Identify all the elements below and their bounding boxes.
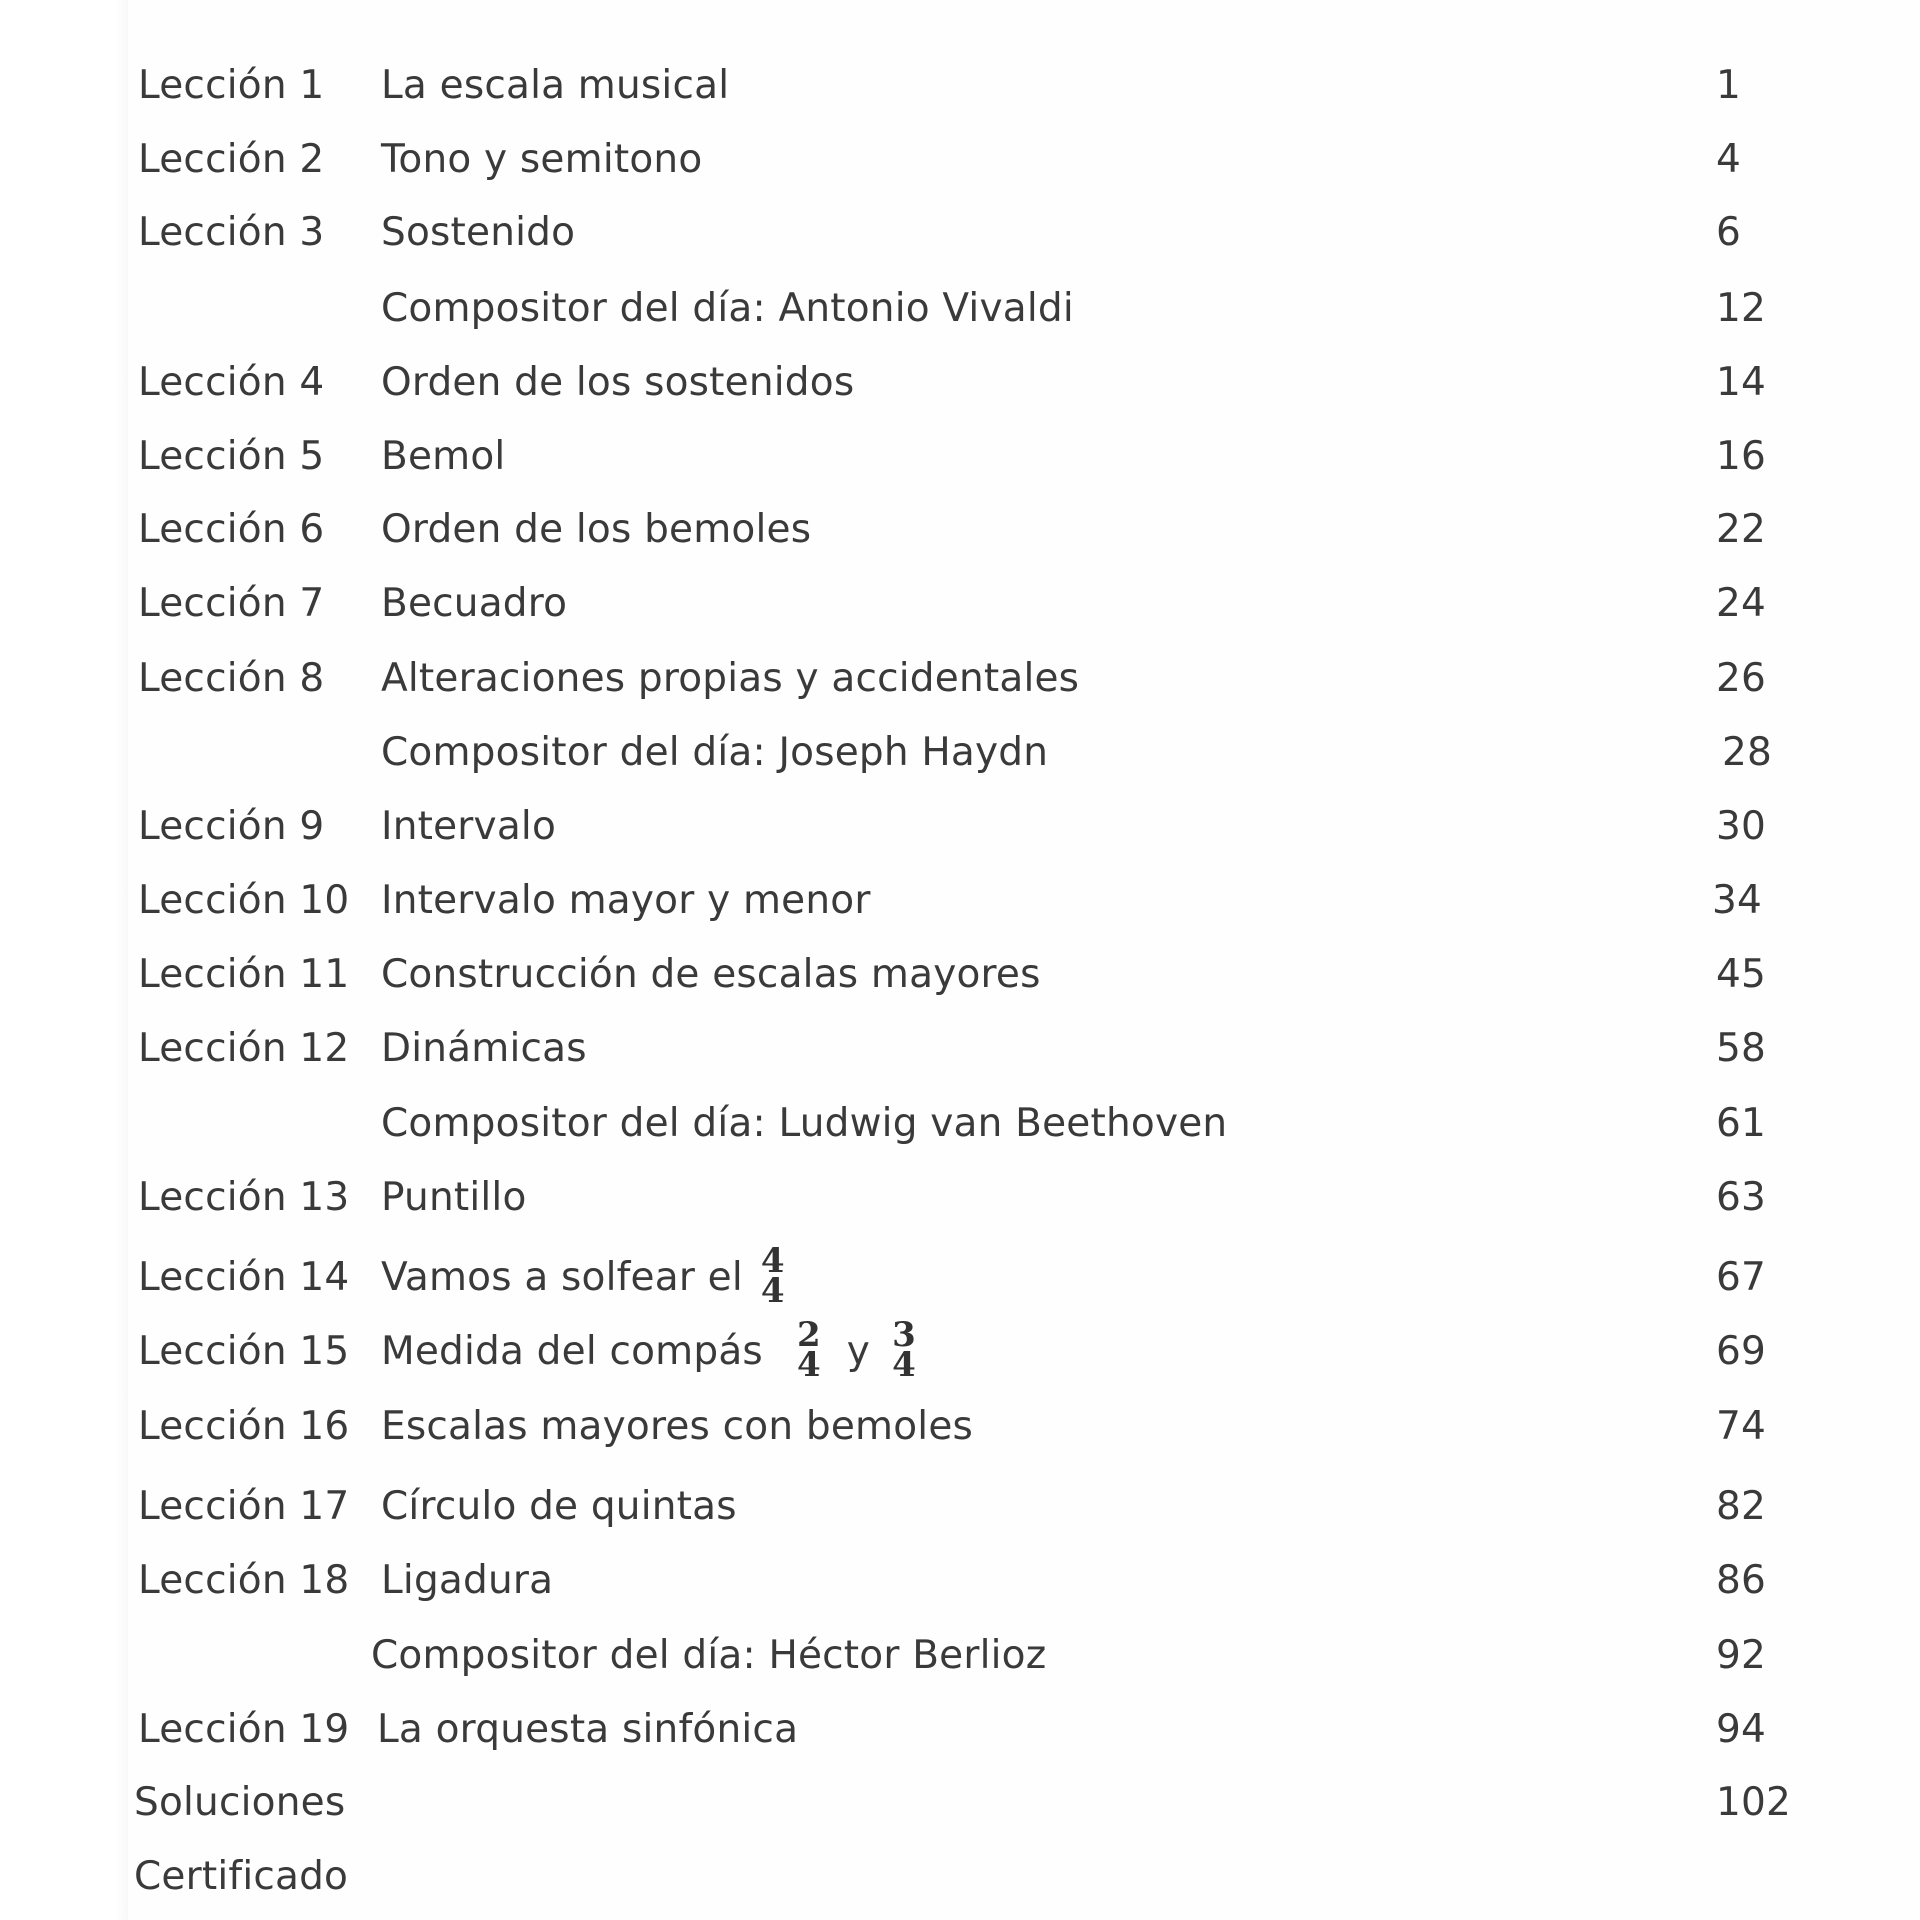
entry-title-group [381,1314,916,1385]
entry-title: Becuadro [381,581,568,626]
entry-title: Construcción de escalas mayores [381,952,1041,997]
toc-entry-leccion-9[interactable] [0,797,1920,857]
entry-title: Círculo de quintas [381,1484,737,1529]
toc-entry-composer-beethoven[interactable] [0,1094,1920,1154]
entry-title: Dinámicas [381,1026,587,1071]
entry-page-number: 61 [1716,1101,1767,1146]
entry-page-number: 82 [1716,1484,1767,1529]
entry-page-number: 86 [1716,1558,1767,1603]
entry-title: Tono y semitono [381,137,703,182]
entry-title: Compositor del día: Joseph Haydn [381,730,1049,775]
toc-entry-composer-berlioz[interactable] [0,1626,1920,1686]
entry-label: Lección 7 [138,581,325,626]
entry-page-number: 24 [1716,581,1767,626]
entry-label: Lección 13 [138,1175,350,1220]
conjunction: y [846,1329,871,1374]
entry-title: Bemol [381,434,506,479]
entry-title: La escala musical [381,63,730,108]
entry-page-number: 12 [1716,286,1767,331]
entry-title: Vamos a solfear el [381,1255,743,1300]
toc-entry-leccion-8[interactable] [0,649,1920,709]
time-signature-bottom: 4 [796,1344,821,1385]
toc-entry-leccion-14[interactable] [0,1240,1920,1311]
toc-entry-leccion-5[interactable] [0,427,1920,487]
entry-title: Compositor del día: Ludwig van Beethoven [381,1101,1228,1146]
entry-page-number: 45 [1716,952,1767,997]
toc-entry-leccion-16[interactable] [0,1397,1920,1457]
toc-entry-leccion-7[interactable] [0,574,1920,634]
entry-label: Lección 2 [138,137,325,182]
entry-page-number: 94 [1716,1707,1767,1752]
entry-label: Soluciones [134,1780,346,1825]
toc-entry-leccion-19[interactable] [0,1700,1920,1760]
entry-label: Lección 14 [138,1255,350,1300]
time-signature-top: 2 [796,1314,821,1355]
toc-entry-leccion-3[interactable] [0,203,1920,263]
entry-label: Lección 15 [138,1329,350,1374]
entry-page-number: 16 [1716,434,1767,479]
entry-page-number: 4 [1716,137,1742,182]
time-signature-top: 4 [760,1240,785,1281]
entry-title: Puntillo [381,1175,527,1220]
toc-entry-soluciones[interactable] [0,1773,1920,1833]
entry-label: Lección 4 [138,360,325,405]
toc-entry-leccion-2[interactable] [0,130,1920,190]
time-signature-2-4 [796,1314,821,1385]
entry-page-number: 28 [1722,730,1773,775]
entry-title: Orden de los sostenidos [381,360,855,405]
time-signature-top: 3 [892,1314,916,1355]
entry-page-number: 30 [1716,804,1767,849]
entry-label: Lección 9 [138,804,325,849]
entry-label: Lección 1 [138,63,325,108]
toc-entry-leccion-17[interactable] [0,1477,1920,1537]
entry-title: Intervalo [381,804,557,849]
toc-entry-leccion-10[interactable] [0,871,1920,931]
entry-title: Intervalo mayor y menor [381,878,871,923]
toc-entry-leccion-13[interactable] [0,1168,1920,1228]
entry-title: La orquesta sinfónica [377,1707,799,1752]
entry-label: Lección 11 [138,952,350,997]
toc-entry-leccion-18[interactable] [0,1551,1920,1611]
entry-page-number: 26 [1716,656,1767,701]
time-signature-4-4 [760,1240,785,1311]
entry-label: Lección 16 [138,1404,350,1449]
toc-entry-leccion-12[interactable] [0,1019,1920,1079]
entry-page-number: 1 [1716,63,1742,108]
entry-page-number: 34 [1712,878,1763,923]
entry-title: Compositor del día: Antonio Vivaldi [381,286,1074,331]
entry-title: Compositor del día: Héctor Berlioz [371,1633,1047,1678]
time-signature-bottom: 4 [892,1344,916,1385]
entry-label: Lección 8 [138,656,325,701]
toc-entry-composer-vivaldi[interactable] [0,279,1920,339]
entry-title-group [381,1240,785,1311]
toc-entry-certificado[interactable] [0,1847,1920,1907]
entry-page-number: 69 [1716,1329,1767,1374]
entry-page-number: 67 [1716,1255,1767,1300]
entry-page-number: 6 [1716,210,1742,255]
entry-label: Lección 10 [138,878,350,923]
entry-page-number: 74 [1716,1404,1767,1449]
entry-title: Ligadura [381,1558,554,1603]
entry-page-number: 102 [1716,1780,1792,1825]
entry-label: Lección 3 [138,210,325,255]
entry-title: Orden de los bemoles [381,507,812,552]
entry-label: Lección 18 [138,1558,350,1603]
toc-entry-leccion-6[interactable] [0,500,1920,560]
entry-page-number: 92 [1716,1633,1767,1678]
entry-label: Lección 17 [138,1484,350,1529]
entry-title: Escalas mayores con bemoles [381,1404,974,1449]
entry-label: Lección 19 [138,1707,350,1752]
entry-page-number: 14 [1716,360,1767,405]
toc-entry-composer-haydn[interactable] [0,723,1920,783]
entry-title: Medida del compás [381,1329,763,1374]
entry-label: Lección 12 [138,1026,350,1071]
toc-entry-leccion-11[interactable] [0,945,1920,1005]
toc-entry-leccion-1[interactable] [0,56,1920,116]
entry-title: Alteraciones propias y accidentales [381,656,1080,701]
time-signature-bottom: 4 [760,1270,785,1311]
entry-label: Certificado [134,1854,349,1899]
entry-title: Sostenido [381,210,576,255]
entry-page-number: 58 [1716,1026,1767,1071]
entry-label: Lección 6 [138,507,325,552]
entry-page-number: 22 [1716,507,1767,552]
toc-entry-leccion-15[interactable] [0,1314,1920,1385]
toc-entry-leccion-4[interactable] [0,353,1920,413]
entry-page-number: 63 [1716,1175,1767,1220]
time-signature-3-4 [892,1314,916,1385]
entry-label: Lección 5 [138,434,325,479]
